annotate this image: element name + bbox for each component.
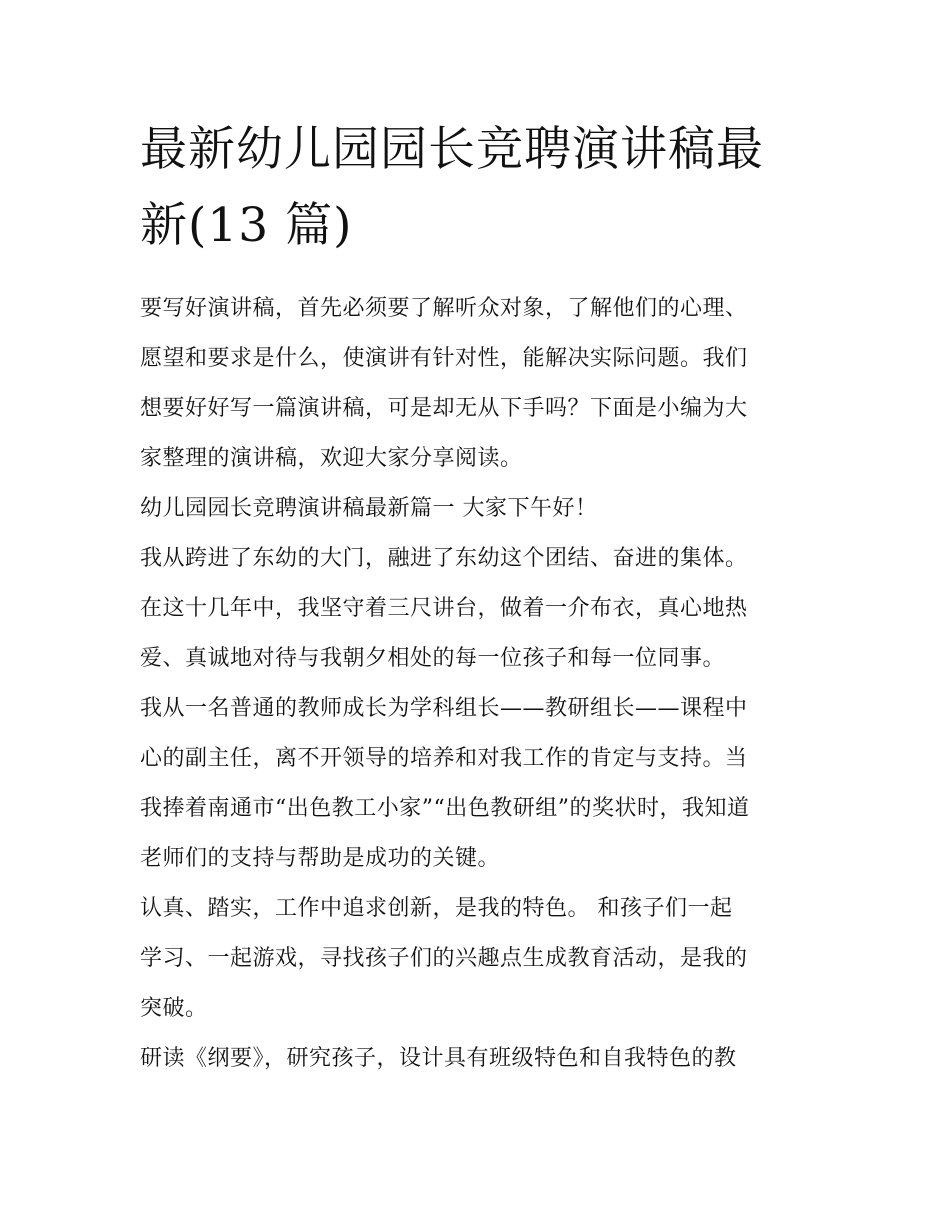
body-line: 家整理的演讲稿，欢迎大家分享阅读。 xyxy=(140,446,523,471)
body-line: 认真、踏实，工作中追求创新，是我的特色。 和孩子们一起 xyxy=(140,896,733,921)
body-line: 研读《纲要》，研究孩子，设计具有班级特色和自我特色的教 xyxy=(140,1046,737,1071)
body-line: 要写好演讲稿，首先必须要了解听众对象，了解他们的心理、 xyxy=(140,296,748,321)
body-line: 我从跨进了东幼的大门，融进了东幼这个团结、奋进的集体。 xyxy=(140,546,748,571)
body-line: 爱、真诚地对待与我朝夕相处的每一位孩子和每一位同事。 xyxy=(140,646,726,671)
body-line: 老师们的支持与帮助是成功的关键。 xyxy=(140,846,501,871)
document-title xyxy=(140,112,815,264)
document-title-line-2: 新(13 篇) xyxy=(140,198,353,253)
body-line: 愿望和要求是什么，使演讲有针对性，能解决实际问题。我们 xyxy=(140,346,748,371)
body-line: 我捧着南通市“出色教工小家”“出色教研组”的奖状时，我知道 xyxy=(140,796,750,821)
body-line: 学习、一起游戏，寻找孩子们的兴趣点生成教育活动，是我的 xyxy=(140,946,748,971)
body-line: 突破。 xyxy=(140,996,208,1021)
document-title-line-1: 最新幼儿园园长竞聘演讲稿最 xyxy=(140,122,764,177)
document-content xyxy=(140,112,815,1084)
document-body xyxy=(140,284,815,1084)
body-line: 在这十几年中，我坚守着三尺讲台，做着一介布衣，真心地热 xyxy=(140,596,748,621)
body-line: 心的副主任，离不开领导的培养和对我工作的肯定与支持。当 xyxy=(140,746,748,771)
body-line: 想要好好写一篇演讲稿，可是却无从下手吗？下面是小编为大 xyxy=(140,396,748,421)
body-line: 幼儿园园长竞聘演讲稿最新篇一 大家下午好！ xyxy=(140,496,598,521)
body-line: 我从一名普通的教师成长为学科组长——教研组长——课程中 xyxy=(140,696,748,721)
